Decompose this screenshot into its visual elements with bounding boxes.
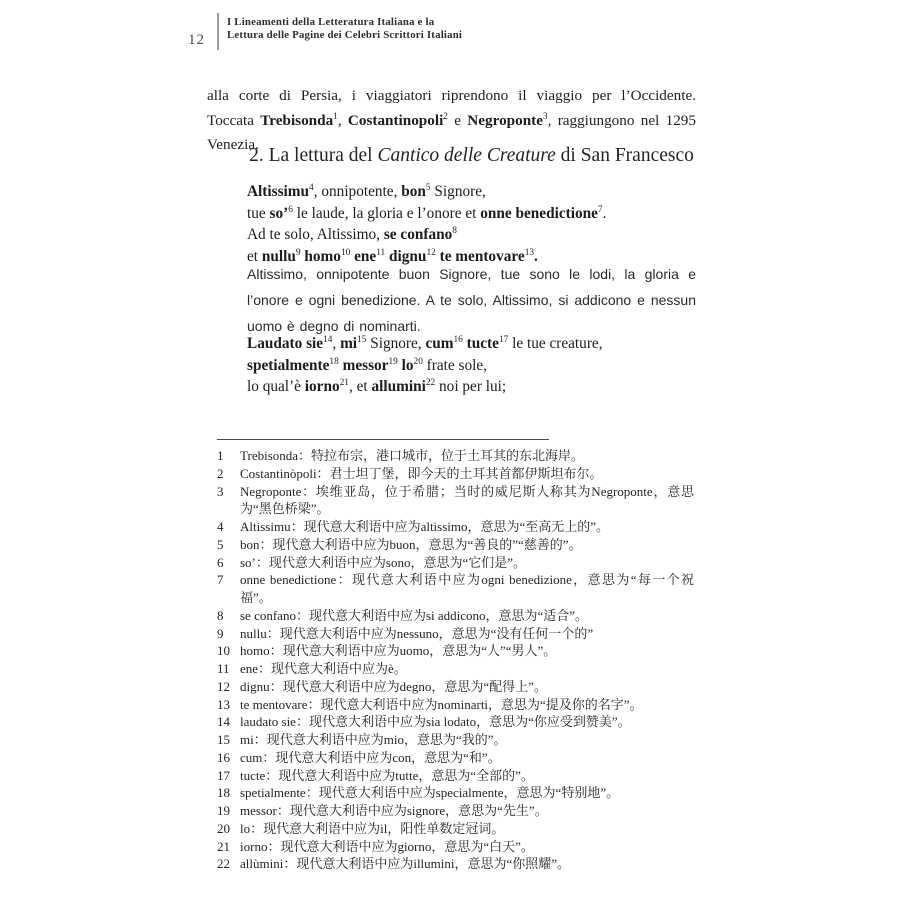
text-segment: Signore, (366, 335, 426, 352)
footnote-ref: 8 (452, 225, 457, 236)
footnote-divider (217, 439, 549, 440)
footnote-ref: 20 (413, 356, 423, 367)
text-segment: 2. La lettura del (249, 145, 378, 166)
text-segment: alla corte di Persia, i viaggiatori riprendono il viaggio per l’Occidente. Toccata (207, 87, 696, 129)
footnote-row (217, 838, 694, 856)
footnote-row (217, 713, 694, 731)
text-segment: , raggiungono nel 1295 Venezia. (207, 111, 696, 153)
poem-line (247, 355, 603, 377)
footnote-text: onne benedictione：现代意大利语中应为ogni benedizione，意思为“每一个祝福”。 (240, 572, 694, 605)
text-segment: e (447, 111, 468, 129)
poem-line (247, 181, 606, 203)
header-divider (217, 13, 219, 50)
footnote-text: spetialmente：现代意大利语中应为specialmente，意思为“特别地”。 (240, 785, 620, 801)
footnote-ref: 7 (597, 204, 603, 215)
footnote-number: 19 (217, 803, 230, 818)
footnote-row (217, 483, 694, 519)
text-segment: spetialmente (247, 356, 330, 374)
section-heading (227, 145, 716, 167)
footnote-number: 20 (217, 820, 230, 836)
text-segment: se confano (383, 226, 453, 243)
footnote-ref: 9 (295, 247, 301, 258)
text-segment: , onnipotente, (313, 183, 402, 200)
footnote-ref: 13 (524, 247, 535, 258)
footnote-number: 11 (217, 661, 230, 676)
footnote-text: laudato sie：现代意大利语中应为sia lodato，意思为“你应受到赞美”。 (240, 714, 631, 730)
footnote-text: Negroponte：埃维亚岛，位于希腊；当时的威尼斯人称其为Negroponte，意思为“黑色桥梁”。 (240, 483, 694, 517)
text-segment: , et (348, 378, 372, 395)
footnote-ref: 21 (339, 377, 349, 388)
footnote-row (217, 696, 694, 714)
footnote-ref: 16 (453, 334, 463, 345)
footnote-number: 13 (217, 696, 230, 712)
footnote-row (217, 731, 694, 749)
footnote-number: 8 (217, 607, 224, 623)
text-segment: . (534, 247, 538, 265)
footnote-ref: 6 (288, 204, 293, 215)
text-segment: Trebisonda (260, 111, 334, 129)
running-title-line2: Lettura delle Pagine dei Celebri Scrittori Italiani (227, 29, 463, 41)
text-segment: homo (304, 247, 341, 265)
translation-paragraph: Altissimo, onnipotente buon Signore, tue sono le lodi, la gloria e l’onore e ogni benedizione. A te solo, Altissimo, si addicono e nessun uomo è degno di nominarti. (247, 266, 696, 334)
text-segment: iorno (304, 378, 340, 395)
footnote-row (217, 802, 694, 820)
page-number: 12 (188, 32, 205, 48)
footnote-row (217, 660, 694, 678)
footnote-text: so’：现代意大利语中应为sono，意思为“它们是”。 (240, 554, 526, 570)
footnote-number: 22 (217, 856, 230, 872)
footnote-text: iorno：现代意大利语中应为giorno，意思为“白天”。 (240, 838, 534, 854)
footnote-number: 5 (217, 536, 224, 552)
footnote-ref: 1 (333, 111, 338, 122)
footnotes (217, 447, 694, 873)
text-segment: bon (401, 183, 426, 200)
footnote-text: Costantinòpoli：君士坦丁堡，即今天的土耳其首都伊斯坦布尔。 (240, 465, 603, 481)
footnote-row (217, 465, 694, 483)
text-segment: Altissimu (247, 183, 310, 200)
text-segment: noi per lui; (435, 378, 507, 395)
footnote-text: ene：现代意大利语中应为è。 (240, 661, 407, 676)
text-segment: te mentovare (439, 247, 525, 265)
text-segment: Signore, (430, 183, 486, 200)
footnote-number: 3 (217, 483, 224, 499)
footnote-number: 18 (217, 785, 230, 801)
poem-line (247, 333, 603, 355)
footnote-row (217, 820, 694, 838)
poem-line (247, 203, 606, 225)
text-segment: cum (425, 335, 454, 352)
footnote-number: 14 (217, 714, 230, 730)
footnote-text: te mentovare：现代意大利语中应为nominarti，意思为“提及你的名字”。 (240, 696, 643, 712)
footnote-ref: 17 (498, 334, 509, 345)
text-segment: nullu (261, 247, 296, 265)
footnote-row (217, 678, 694, 696)
footnote-text: tucte：现代意大利语中应为tutte，意思为“全部的”。 (240, 767, 534, 783)
footnote-text: allùmini：现代意大利语中应为illumini，意思为“你照耀”。 (240, 856, 571, 872)
text-segment: di San Francesco (555, 145, 694, 166)
footnote-ref: 2 (443, 111, 448, 122)
text-segment: Negroponte (467, 111, 543, 129)
footnote-ref: 3 (542, 111, 548, 122)
footnote-row (217, 536, 694, 554)
text-segment: lo qual’è (247, 378, 305, 395)
footnote-ref: 11 (376, 247, 386, 258)
footnote-ref: 5 (425, 182, 431, 193)
footnote-text: nullu：现代意大利语中应为nessuno，意思为“没有任何一个的” (240, 625, 594, 641)
footnote-text: Altissimu：现代意大利语中应为altissimo，意思为“至高无上的”。 (240, 519, 610, 534)
footnote-row (217, 767, 694, 785)
text-segment: allumini (371, 378, 426, 395)
text-segment: le laude, la gloria e l’onore et (292, 204, 481, 222)
text-segment: tue (247, 204, 270, 222)
text-segment: messor (342, 356, 389, 374)
text-segment: le tue creature, (508, 335, 603, 352)
footnote-text: homo：现代意大利语中应为uomo，意思为“人”“男人”。 (240, 643, 557, 659)
footnote-number: 12 (217, 678, 230, 694)
running-title-line1: I Lineamenti della Letteratura Italiana e la (227, 16, 435, 28)
footnote-number: 10 (217, 643, 230, 659)
footnote-ref: 12 (426, 247, 436, 258)
stanza-2 (247, 333, 603, 398)
footnote-text: dignu：现代意大利语中应为degno，意思为“配得上”。 (240, 678, 547, 694)
text-segment: , (337, 111, 348, 129)
text-segment: Costantinopoli (347, 111, 444, 129)
footnote-number: 16 (217, 749, 230, 765)
footnote-ref: 22 (425, 377, 436, 388)
footnote-number: 17 (217, 767, 230, 783)
footnote-row (217, 784, 694, 802)
footnote-ref: 18 (329, 356, 339, 367)
footnote-row (217, 518, 694, 536)
text-segment: so’ (269, 204, 289, 222)
text-segment: mi (340, 335, 358, 352)
text-segment: et (247, 247, 262, 265)
text-segment: Cantico delle Creature (377, 145, 556, 166)
footnote-row (217, 607, 694, 625)
footnote-number: 9 (217, 625, 224, 641)
footnote-row (217, 625, 694, 643)
footnote-text: messor：现代意大利语中应为signore，意思为“先生”。 (240, 803, 548, 818)
footnote-number: 4 (217, 519, 224, 534)
footnote-number: 15 (217, 732, 230, 747)
poem-line (247, 224, 606, 246)
footnote-number: 7 (217, 572, 224, 588)
footnote-ref: 10 (340, 247, 351, 258)
text-segment: . (602, 204, 607, 222)
footnote-ref: 15 (357, 334, 367, 345)
footnote-ref: 14 (323, 334, 333, 345)
footnote-row (217, 642, 694, 660)
footnote-text: cum：现代意大利语中应为con，意思为“和”。 (240, 749, 501, 765)
footnote-text: se confano：现代意大利语中应为si addicono，意思为“适合”。 (240, 607, 589, 623)
footnote-text: lo：现代意大利语中应为il，阳性单数定冠词。 (240, 820, 505, 836)
text-segment: Ad te solo, Altissimo, (247, 226, 384, 243)
stanza-1 (247, 181, 606, 267)
running-title (227, 16, 462, 42)
text-segment: lo (401, 356, 414, 374)
footnote-number: 21 (217, 838, 230, 854)
text-segment: Laudato sie (247, 335, 324, 352)
footnote-row (217, 749, 694, 767)
text-segment: frate sole, (422, 356, 487, 374)
footnote-text: bon：现代意大利语中应为buon，意思为“善良的”“慈善的”。 (240, 536, 582, 552)
text-segment: ene (354, 247, 377, 265)
poem-line (247, 376, 603, 398)
footnote-text: mi：现代意大利语中应为mio，意思为“我的”。 (240, 732, 507, 747)
footnote-row (217, 855, 694, 873)
footnote-row (217, 447, 694, 465)
text-segment: dignu (389, 247, 427, 265)
text-segment: onne benedictione (480, 204, 598, 222)
footnote-text: Trebisonda：特拉布宗，港口城市，位于土耳其的东北海岸。 (240, 448, 585, 463)
footnote-number: 1 (217, 448, 224, 463)
footnote-ref: 4 (309, 182, 314, 193)
footnote-ref: 19 (388, 356, 398, 367)
footnote-row (217, 554, 694, 572)
footnote-row (217, 571, 694, 607)
footnote-number: 6 (217, 554, 224, 570)
footnote-number: 2 (217, 465, 224, 481)
text-segment: tucte (466, 335, 499, 352)
text-segment: , (332, 335, 341, 352)
